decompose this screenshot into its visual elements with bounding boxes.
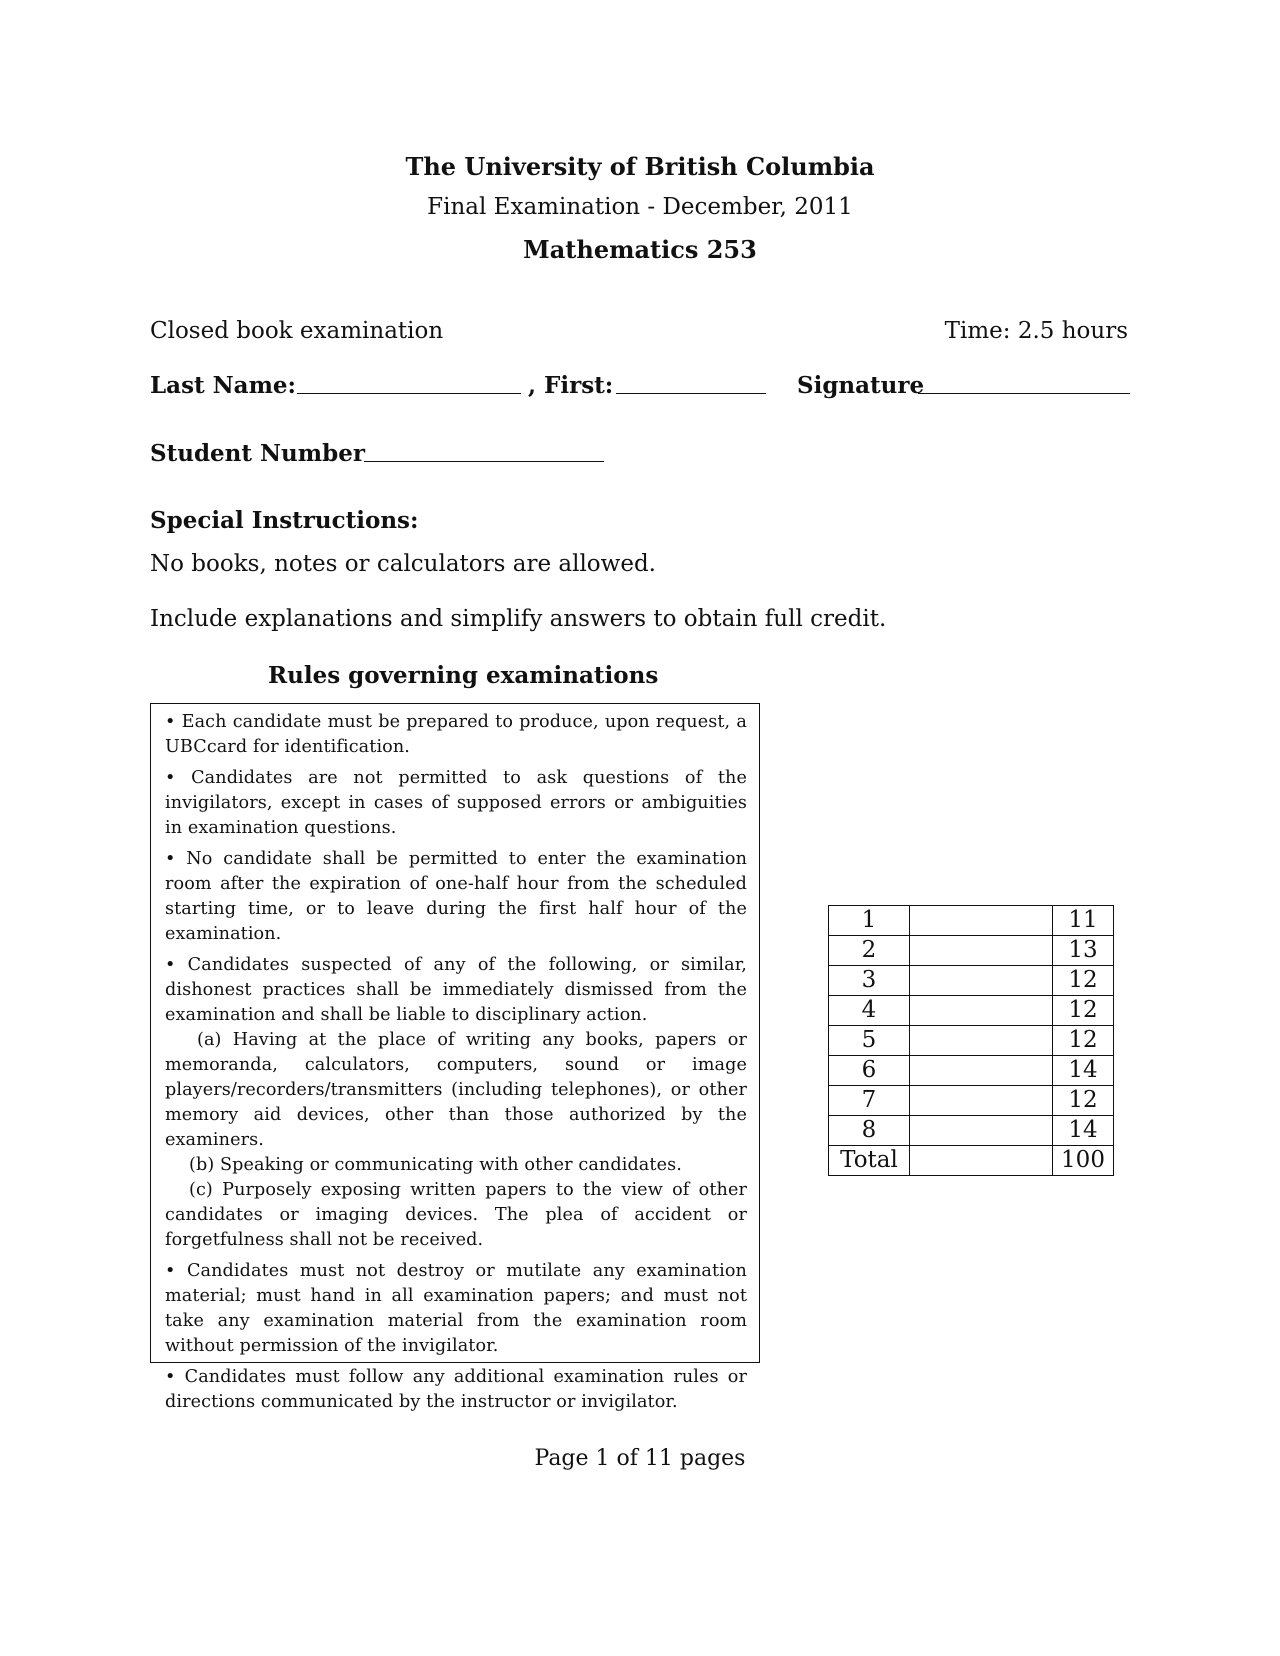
table-row <box>829 966 1114 996</box>
score-cell <box>910 1146 1053 1176</box>
table-row <box>829 1146 1114 1176</box>
rule-item: • Candidates must not destroy or mutilate any examination material; must hand in all examination papers; and must not take any examination material from the examination room without permission of the invigilator. <box>165 1261 747 1356</box>
max-marks: 12 <box>1053 1086 1114 1116</box>
rule-subitem-c: (c) Purposely exposing written papers to the view of other candidates or imaging devices. The plea of accident or forgetfulness shall not be received. <box>165 1180 747 1250</box>
exam-subtitle: Final Examination - December, 2011 <box>427 194 853 220</box>
table-row <box>829 1056 1114 1086</box>
question-number: 1 <box>829 906 910 936</box>
question-number: 8 <box>829 1116 910 1146</box>
max-marks: 12 <box>1053 996 1114 1026</box>
score-cell <box>910 1116 1053 1146</box>
special-instructions-heading: Special Instructions: <box>150 507 419 534</box>
total-label: Total <box>829 1146 910 1176</box>
max-marks: 14 <box>1053 1056 1114 1086</box>
marks-table <box>828 905 1114 1176</box>
question-number: 2 <box>829 936 910 966</box>
score-cell <box>910 966 1053 996</box>
max-marks: 13 <box>1053 936 1114 966</box>
rule-item: • Candidates must follow any additional examination rules or directions communicated by the instructor or invigilator. <box>165 1367 747 1412</box>
table-row <box>829 1026 1114 1056</box>
rule-item: • No candidate shall be permitted to enter the examination room after the expiration of one-half hour from the scheduled starting time, or to leave during the first half hour of the examination. <box>165 849 747 944</box>
table-row <box>829 1116 1114 1146</box>
time-limit: Time: 2.5 hours <box>944 318 1128 344</box>
university-title: The University of British Columbia <box>405 152 875 181</box>
signature-label: Signature <box>797 372 925 399</box>
max-marks: 12 <box>1053 966 1114 996</box>
student-number-label: Student Number <box>150 440 365 467</box>
max-marks: 12 <box>1053 1026 1114 1056</box>
rule-item: • Each candidate must be prepared to produce, upon request, a UBCcard for identification. <box>165 712 747 757</box>
table-row <box>829 996 1114 1026</box>
max-marks: 14 <box>1053 1116 1114 1146</box>
rule-item: • Candidates are not permitted to ask questions of the invigilators, except in cases of supposed errors or ambiguities in examination questions. <box>165 768 747 838</box>
special-instruction-2: Include explanations and simplify answers to obtain full credit. <box>150 606 887 632</box>
total-marks: 100 <box>1053 1146 1114 1176</box>
rule-subitem-a: (a) Having at the place of writing any books, papers or memoranda, calculators, computers, sound or image players/recorders/transmitters (including telephones), or other memory aid devices, other than those authorized by the examiners. <box>165 1030 747 1150</box>
closed-book-note: Closed book examination <box>150 318 444 344</box>
score-cell <box>910 1086 1053 1116</box>
score-cell <box>910 906 1053 936</box>
score-cell <box>910 1026 1053 1056</box>
table-row <box>829 936 1114 966</box>
student-number-field <box>364 461 604 462</box>
score-cell <box>910 1056 1053 1086</box>
score-cell <box>910 936 1053 966</box>
rules-heading: Rules governing examinations <box>268 662 659 689</box>
last-name-label: Last Name: <box>150 372 297 399</box>
question-number: 7 <box>829 1086 910 1116</box>
page-number: Page 1 of 11 pages <box>534 1446 746 1471</box>
course-title: Mathematics 253 <box>523 235 757 264</box>
special-instruction-1: No books, notes or calculators are allowed. <box>150 551 656 577</box>
table-row <box>829 906 1114 936</box>
first-name-field <box>616 393 766 394</box>
question-number: 3 <box>829 966 910 996</box>
table-row <box>829 1086 1114 1116</box>
question-number: 6 <box>829 1056 910 1086</box>
question-number: 4 <box>829 996 910 1026</box>
rule-item: • Candidates suspected of any of the following, or similar, dishonest practices shall be immediately dismissed from the examination and shall be liable to disciplinary action. <box>165 955 747 1025</box>
score-cell <box>910 996 1053 1026</box>
question-number: 5 <box>829 1026 910 1056</box>
rules-box <box>150 703 760 1412</box>
rule-subitem-b: (b) Speaking or communicating with other candidates. <box>189 1155 682 1175</box>
max-marks: 11 <box>1053 906 1114 936</box>
last-name-field <box>297 393 521 394</box>
first-name-label: , First: <box>528 372 614 399</box>
signature-field <box>918 393 1130 394</box>
